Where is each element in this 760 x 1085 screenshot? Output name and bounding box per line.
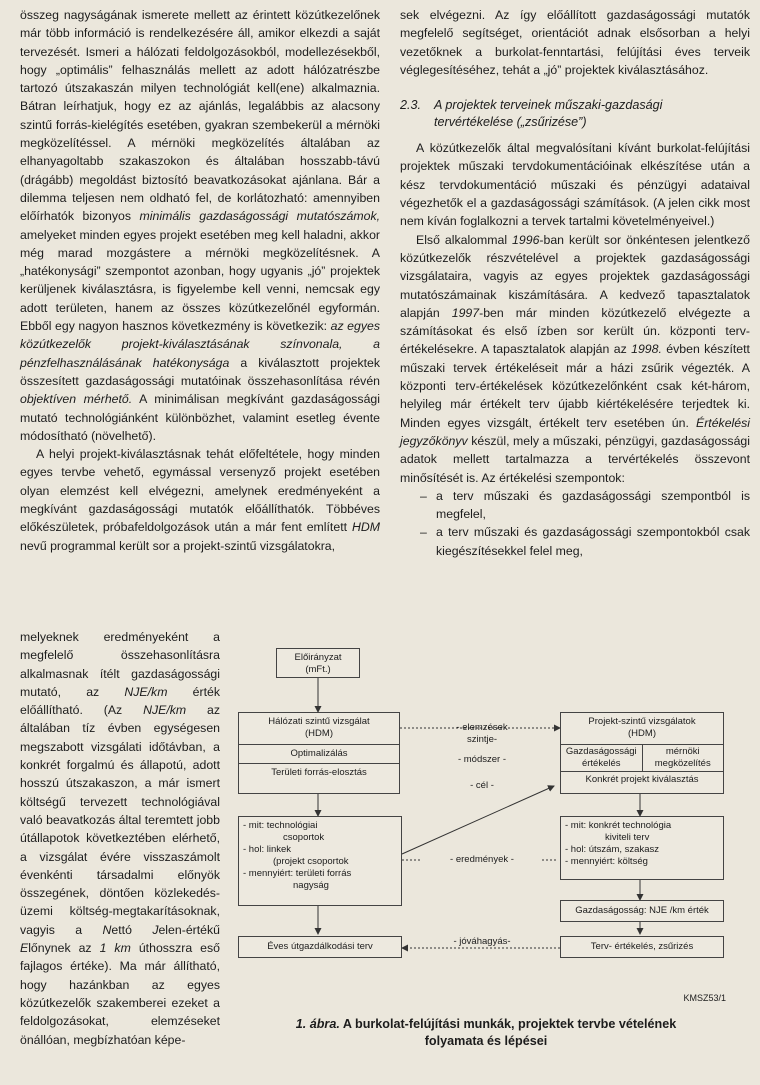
list-item: – a terv műszaki és gazdaságossági szempontból is megfelel, [420,488,750,522]
text-run: évben készített műszaki tervek értékeléseit már a házi zsűrik végezték. A központi terv-értékelések közútkezelőnként csak két-három, helyileg már értékelt terv újabb kiértékelésére terjedtek ki. Minden egyes vizsgált, értékelt terv esetében ún. [400,342,750,430]
section-heading [400,97,750,131]
text-run: összeg nagyságának ismerete mellett az érintett közútkezelőnek már több információ is rendelkezésére áll, amikor elkezdi a saját tervezését. Ismeri a hálózati feldolgozásokból, modellezésekből, hogy „optimális” felhasználás mellett az adott hálózatrészbe tartozó útszakaszán milyen technológiát kell(ene) alkalmaznia. Bátran leírhatjuk, hogy ez az ajánlás, legalábbis az alacsony szintű forrás-kielégítés esetében, gyakran szembekerül a mérnöki megközelítéssel. A mérnöki megközelítés általában az elhanyagoltabb szakaszokon és általában hosszabb-távú (drágább) megoldást biztosító beavatkozásokat ajánlana. Bár a dilemma teljesen nem oldható fel, de korlátozható: amennyiben előírhatók bizonyos [20,8,380,224]
section-title-line-1: A projektek terveinek műszaki-gazdasági [434,98,663,113]
label-approval: - jóváhagyás- [453,936,511,947]
italic-run: HDM [351,520,380,535]
right-paragraph-1: sek elvégezni. Az így előállított gazdaságossági mutatók megfelelő segítséget, orientációt adnak elsősorban a helyi vezetőknek a burkolat-fenntartási, felújítási éves terveik véglegesítéséhez, tehát a „jó” projektek kiválasztásához. [400,8,750,77]
right-paragraph-3 [400,231,750,487]
plan-evaluation-box: Terv- értékelés, zsűrizés [560,936,724,958]
text-run: az általában tíz évben egységesen megszabott vizsgálati időtávban, a konkrét forgalmú és állapotú, adott hosszú útszakaszon, a már ismert költségű tervezett technológiával való beavatkozás által teremtett jobb útállapotok következtében elérhető, a vizsgálat évére visszaszámolt évenkénti társadalmi előnyök összegének, döntően közlekedés-üzemi költség-megtakarításoknak, vagyis a [20,703,220,937]
project-level-box: Projekt-szintű vizsgálatok (HDM) Gazdaságossági értékelés mérnöki megközelítés Konkrét projekt kiválasztás [560,712,724,794]
text-run: érték előállítható. (Az [20,684,220,718]
criteria-list [400,487,750,560]
text-run: -ban került sor önkéntesen jelentkező közútkezelők részvételével a projektek gazdaságossági vizsgálataira, vagyis az egyes projektek gazdaságossági mutatószámainak kiszámítására. A kedvező tapasztalatok alapján [400,232,750,320]
text-run: a kiválasztott projektek összesített gazdaságossági mutatóinak összehasonlítása révén [20,355,380,388]
left-column [20,6,380,555]
italic-run: N [102,922,112,937]
project-results-box: - mit: konkrét technológia kiviteli terv - hol: útszám, szakasz - mennyiért: költség [560,816,724,880]
figure-code: KMSZ53/1 [683,993,726,1003]
text-run: elen-értékű [158,922,220,937]
right-column [400,6,750,560]
text-run: A helyi projekt-kiválasztásnak tehát előfeltétele, hogy minden egyes tervbe vehető, egymással versenyző projekt esetében olyan elemzést kell elvégezni, amelynek eredményeként a megkívánt gazdaságossági mutatók előállíthatók. Többéves előkészületek, próbafeldolgozások után a már fent említett [20,447,380,535]
narrow-paragraph [20,628,220,1049]
label-method: - módszer - [457,754,507,765]
italic-run: az egyes közútkezelők projekt-kiválasztásának színvonala, a pénzfelhasználásának hatékonysága [20,319,381,370]
left-paragraph-2 [20,445,380,555]
text-run: -ben már minden közútkezelő elvégezte a számításokat és első ízben sor került ún. központi terv-értékelésekre. A tapasztalatok alapján az [400,305,750,357]
text-run: lőnynek az [28,941,100,956]
narrow-column [20,628,220,1049]
italic-run: 1998. [631,342,662,357]
network-results-box: - mit: technológiai csoportok - hol: linkek (projekt csoportok - mennyiért: területi forrás nagyság [238,816,402,906]
italic-run: 1997 [451,305,480,320]
text-run: amelyeket minden egyes projekt esetében meg kell haladni, akkor még marad mozgástere a mérnöki megközelítésnek. A „hatékonysági” szempontot azonban, hogy ugyanis „jó” projektek kerüljenek kiválasztásra, is figyelembe kell venni, nemcsak egy adott területen, hanem az összes közútkezelőnél egyformán. Ebből egy nagyon hasznos következmény is következik: [20,227,380,334]
right-paragraph-2: A közútkezelők által megvalósítani kívánt burkolat-felújítási projektek műszaki tervdokumentációinak elkészítése után a kész tervdokumentáció műszaki és pénzügyi adataival végezhetők el a gazdaságossági számítások. (A jelen cikk most nem kíván foglalkozni a tervek tartalmi követelményeivel.) [400,141,750,229]
annual-plan-box: Éves útgazdálkodási terv [238,936,402,958]
figure-number: 1. ábra. [295,1017,340,1031]
text-run: nevű programmal került sor a projekt-szintű vizsgálatokra, [20,538,336,553]
process-diagram [236,630,736,1010]
section-number: 2.3. [400,98,422,113]
italic-run: NJE/km [124,684,168,699]
text-run: Első alkalommal [416,232,513,247]
italic-run: minimális gazdaságossági mutatószámok, [139,209,381,224]
text-run: melyeknek eredményeként a megfelelő összehasonlításra alkalmasnak ítélt gazdaságossági mutató, az [20,630,220,699]
network-level-box: Hálózati szintű vizsgálat (HDM) Optimalizálás Területi forrás-elosztás [238,712,400,794]
label-goal: - cél - [470,780,494,791]
figure-caption: 1. ábra. A burkolat-felújítási munkák, projektek tervbe vételének folyamata és lépései [295,1017,677,1048]
budget-box: Előirányzat (mFt.) [276,648,360,678]
section-title-line-2: tervértékelése („zsűrizése”) [434,115,587,130]
text-run: ettó [111,922,153,937]
italic-run: E [20,941,29,956]
arrow [402,786,554,854]
italic-run: 1996 [512,232,540,247]
text-run: úthosszra eső fajlagos értéke). Ma már állítható, hogy hazánkban az egyes közútkezelők szakemberei ezeket a feldolgozásokat, elemzéseket önállóan, megbízhatóan képe- [20,941,220,1047]
economic-value-box: Gazdaságosság: NJE /km érték [560,900,724,922]
left-paragraph-1 [20,6,380,445]
italic-run: 1 km [99,941,131,956]
italic-run: Értékelési jegyzőkönyv [400,415,750,448]
italic-run: objektíven mérhető. [20,392,133,407]
text-run: A minimálisan megkívánt gazdaságossági mutató technológiánként különbözhet, valamint esetleg évente módosítható (növelhető). [20,392,380,443]
italic-run: NJE/km [143,703,187,718]
label-results: - eredmények - [422,854,542,866]
text-run: készül, mely a műszaki, pénzügyi, gazdaságossági adatok mellett tartalmazza a tervértékelés összevont minősítését is. Az értékelési szempontok: [400,433,750,485]
list-item: – a terv műszaki és gazdaságossági szempontokból csak kiegészítésekkel felel meg, [420,525,750,558]
italic-run: J [152,922,159,937]
label-analysis-level: - elemzések szintje- [456,722,508,745]
